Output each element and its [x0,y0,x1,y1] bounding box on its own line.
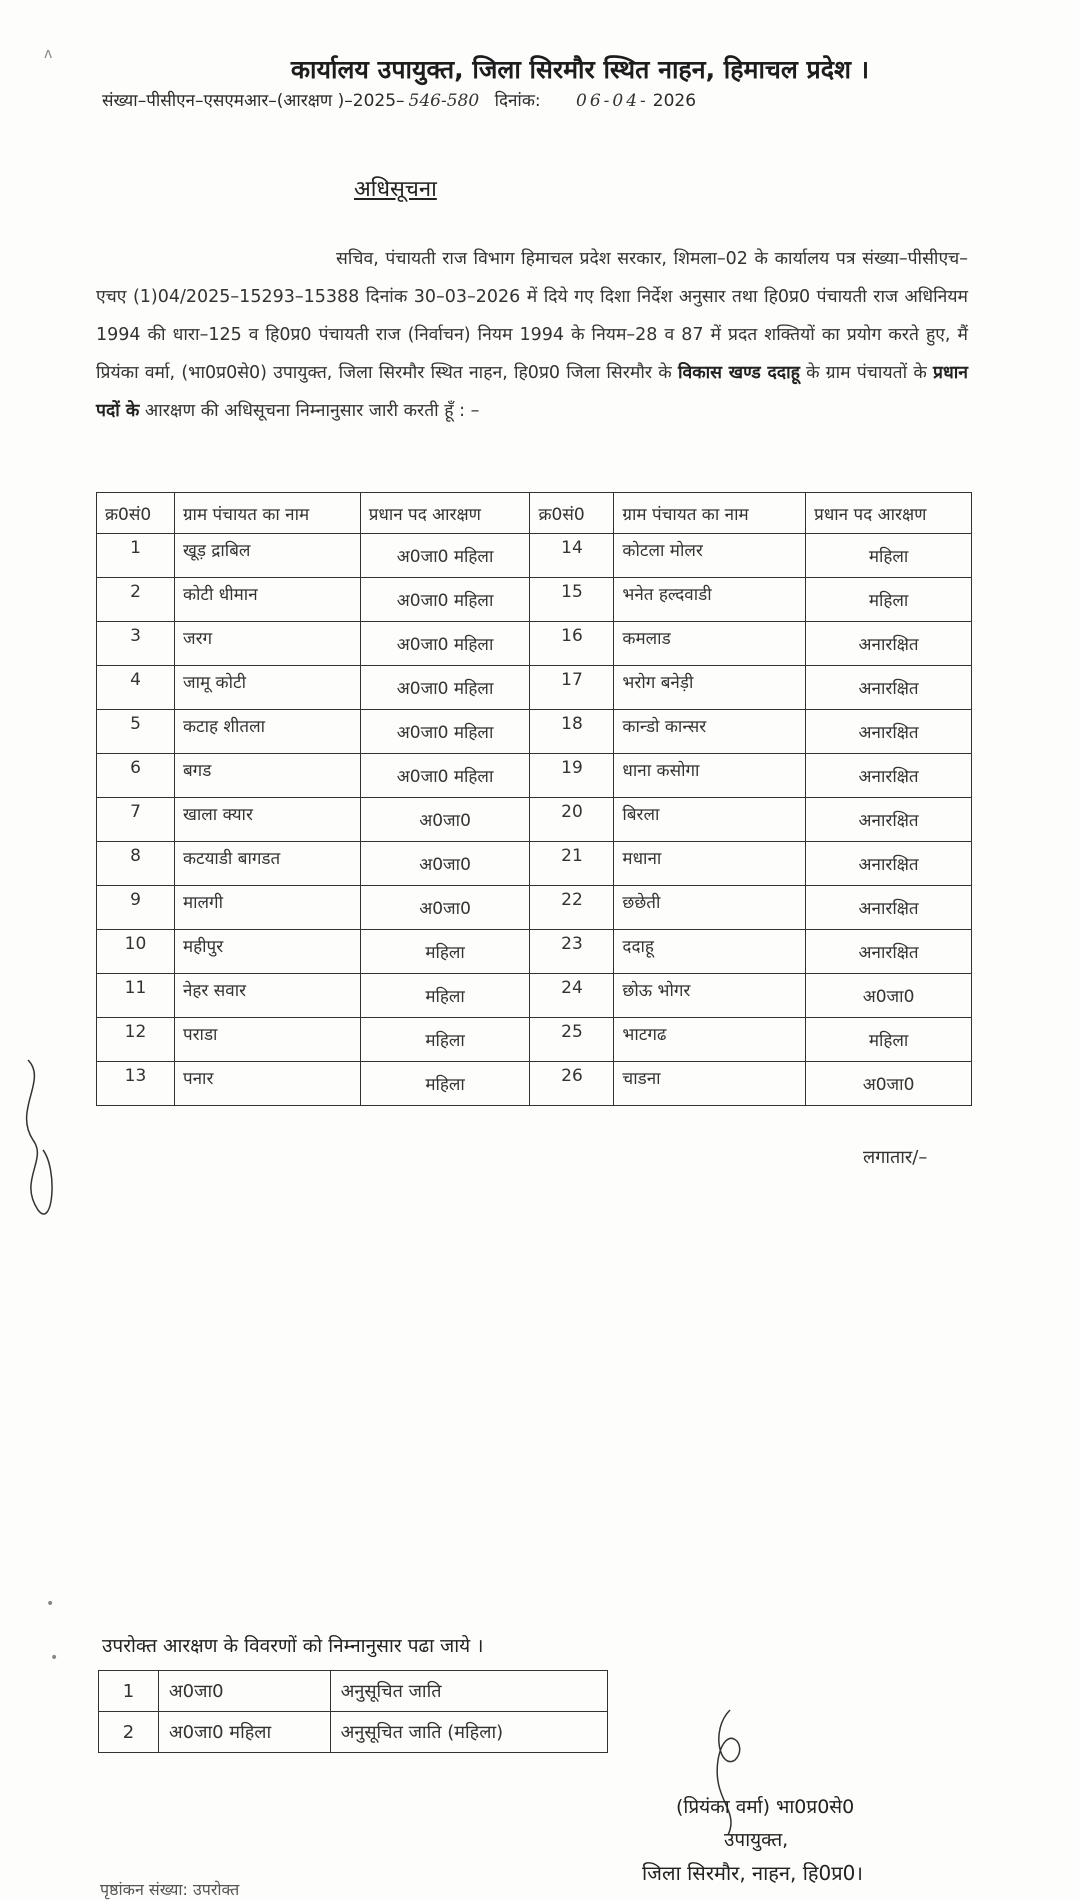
footer-cut-text: पृष्ठांकन संख्या: उपरोक्त [100,1880,240,1899]
table-row [97,842,972,886]
legend-table [98,1670,608,1753]
serial-cell: 19 [530,754,614,798]
panchayat-name-cell: भाटगढ [614,1018,806,1062]
notification-title: अधिसूचना [354,177,437,202]
reservation-cell: महिला [360,974,530,1018]
panchayat-name-cell: ददाहू [614,930,806,974]
serial-cell: 12 [97,1018,175,1062]
reference-handwritten: 546-580 [408,91,480,111]
reservation-cell: अनारक्षित [806,798,972,842]
reservation-cell: अ0जा0 महिला [360,666,530,710]
legend-row [99,1712,608,1753]
legend-code-cell: अ0जा0 महिला [158,1712,330,1753]
continued-marker: लगातार/– [863,1147,928,1168]
margin-mark: • [46,1596,55,1612]
legend-meaning-cell: अनुसूचित जाति (महिला) [330,1712,607,1753]
table-row [97,798,972,842]
date-year: 2026 [652,91,697,111]
panchayat-name-cell: कमलाड [614,622,806,666]
panchayat-name-cell: कटाह शीतला [174,710,360,754]
legend-meaning-cell: अनुसूचित जाति [330,1671,607,1712]
panchayat-name-cell: पराडा [174,1018,360,1062]
reservation-cell: अ0जा0 [360,842,530,886]
table-row [97,710,972,754]
table-row [97,578,972,622]
header-panchayat-name: ग्राम पंचायत का नाम [614,493,806,534]
panchayat-name-cell: जरग [174,622,360,666]
panchayat-name-cell: पनार [174,1062,360,1106]
reservation-cell: अनारक्षित [806,886,972,930]
reservation-cell: अ0जा0 [360,886,530,930]
panchayat-name-cell: नेहर सवार [174,974,360,1018]
table-row [97,622,972,666]
panchayat-name-cell: जामू कोटी [174,666,360,710]
reservation-cell: अ0जा0 महिला [360,578,530,622]
margin-signature-scribble [8,1050,68,1250]
reservation-cell: महिला [360,1062,530,1106]
reservation-cell: अ0जा0 महिला [360,710,530,754]
legend-heading: उपरोक्त आरक्षण के विवरणों को निम्नानुसार पढा जाये । [102,1635,484,1657]
body-text-part2: के ग्राम पंचायतों के [806,363,927,383]
reservation-cell: अनारक्षित [806,622,972,666]
panchayat-name-cell: छछेती [614,886,806,930]
reservation-cell: महिला [360,1018,530,1062]
serial-cell: 9 [97,886,175,930]
header-serial: क्र0सं0 [97,493,175,534]
serial-cell: 22 [530,886,614,930]
date-handwritten: 06-04- [576,91,649,111]
reservation-cell: अ0जा0 महिला [360,622,530,666]
panchayat-name-cell: भनेत हल्दवाडी [614,578,806,622]
panchayat-name-cell: खूड़ द्राबिल [174,534,360,578]
notification-body [96,240,968,430]
reservation-cell: अ0जा0 [806,1062,972,1106]
serial-cell: 4 [97,666,175,710]
signatory-name: (प्रियंका वर्मा) भा0प्र0से0 [676,1796,855,1818]
date-label: दिनांक: [494,91,541,111]
serial-cell: 6 [97,754,175,798]
panchayat-name-cell: बगड [174,754,360,798]
margin-mark: ʌ [44,46,53,62]
serial-cell: 7 [97,798,175,842]
serial-cell: 3 [97,622,175,666]
signature-scribble [690,1700,770,1840]
reservation-cell: महिला [360,930,530,974]
office-header-title: कार्यालय उपायुक्त, जिला सिरमौर स्थित नाहन, हिमाचल प्रदेश । [290,55,870,84]
serial-cell: 17 [530,666,614,710]
table-row [97,930,972,974]
serial-cell: 16 [530,622,614,666]
serial-cell: 2 [97,578,175,622]
serial-cell: 26 [530,1062,614,1106]
serial-cell: 5 [97,710,175,754]
serial-cell: 10 [97,930,175,974]
serial-cell: 21 [530,842,614,886]
table-row [97,886,972,930]
panchayat-name-cell: मालगी [174,886,360,930]
table-row [97,974,972,1018]
panchayat-name-cell: चाडना [614,1062,806,1106]
serial-cell: 1 [97,534,175,578]
serial-cell: 25 [530,1018,614,1062]
reservation-table [96,492,972,1106]
reservation-cell: अनारक्षित [806,930,972,974]
signatory-title: उपायुक्त, [724,1829,789,1851]
reservation-cell: महिला [806,534,972,578]
body-bold-block: विकास खण्ड ददाहू [677,363,800,383]
serial-cell: 13 [97,1062,175,1106]
panchayat-name-cell: बिरला [614,798,806,842]
panchayat-name-cell: कोटी धीमान [174,578,360,622]
legend-serial-cell: 2 [99,1712,159,1753]
reservation-cell: अनारक्षित [806,710,972,754]
legend-serial-cell: 1 [99,1671,159,1712]
reservation-cell: अनारक्षित [806,666,972,710]
reference-prefix: संख्या–पीसीएन–एसएमआर–(आरक्षण )–2025– [102,91,405,111]
panchayat-name-cell: मधाना [614,842,806,886]
panchayat-name-cell: महीपुर [174,930,360,974]
header-reservation: प्रधान पद आरक्षण [806,493,972,534]
serial-cell: 18 [530,710,614,754]
table-header-row [97,493,972,534]
table-row [97,666,972,710]
signatory-office: जिला सिरमौर, नाहन, हि0प्र0। [642,1861,863,1885]
serial-cell: 11 [97,974,175,1018]
reservation-cell: अ0जा0 महिला [360,534,530,578]
reservation-cell: अनारक्षित [806,842,972,886]
reservation-cell: अ0जा0 महिला [360,754,530,798]
panchayat-name-cell: कोटला मोलर [614,534,806,578]
panchayat-name-cell: कटयाडी बागडत [174,842,360,886]
legend-row [99,1671,608,1712]
header-panchayat-name: ग्राम पंचायत का नाम [174,493,360,534]
table-row [97,1018,972,1062]
panchayat-name-cell: कान्डो कान्सर [614,710,806,754]
body-text-part3: आरक्षण की अधिसूचना निम्नानुसार जारी करती हूँ : – [144,401,480,421]
table-row [97,1062,972,1106]
panchayat-name-cell: भरोग बनेड़ी [614,666,806,710]
serial-cell: 20 [530,798,614,842]
legend-code-cell: अ0जा0 [158,1671,330,1712]
reservation-cell: अनारक्षित [806,754,972,798]
reservation-cell: महिला [806,578,972,622]
reference-number-line [102,88,696,111]
body-text-part1: सचिव, पंचायती राज विभाग हिमाचल प्रदेश सरकार, शिमला–02 के कार्यालय पत्र संख्या–पीसीएच–एचए (1)04/2025–15293–15388 दिनांक 30–03–2026 में दिये गए दिशा निर्देश अनुसार तथा हि0प्र0 पंचायती राज अधिनियम 1994 की धारा–125 व हि0प्र0 पंचायती राज (निर्वाचन) नियम 1994 के नियम–28 व 87 में प्रदत शक्तियों का प्रयोग करते हुए, मैं प्रियंका वर्मा, (भा0प्र0से0) उपायुक्त, जिला सिरमौर स्थित नाहन, हि0प्र0 जिला सिरमौर के [96,249,968,383]
serial-cell: 15 [530,578,614,622]
reservation-cell: अ0जा0 [806,974,972,1018]
panchayat-name-cell: खाला क्यार [174,798,360,842]
header-serial: क्र0सं0 [530,493,614,534]
table-row [97,754,972,798]
header-reservation: प्रधान पद आरक्षण [360,493,530,534]
margin-mark: • [50,1650,59,1666]
panchayat-name-cell: धाना कसोगा [614,754,806,798]
serial-cell: 8 [97,842,175,886]
serial-cell: 24 [530,974,614,1018]
body-bold-posts: प्रधान पदों के [96,363,968,421]
panchayat-name-cell: छोऊ भोगर [614,974,806,1018]
reservation-cell: अ0जा0 [360,798,530,842]
serial-cell: 23 [530,930,614,974]
serial-cell: 14 [530,534,614,578]
reservation-cell: महिला [806,1018,972,1062]
table-row [97,534,972,578]
